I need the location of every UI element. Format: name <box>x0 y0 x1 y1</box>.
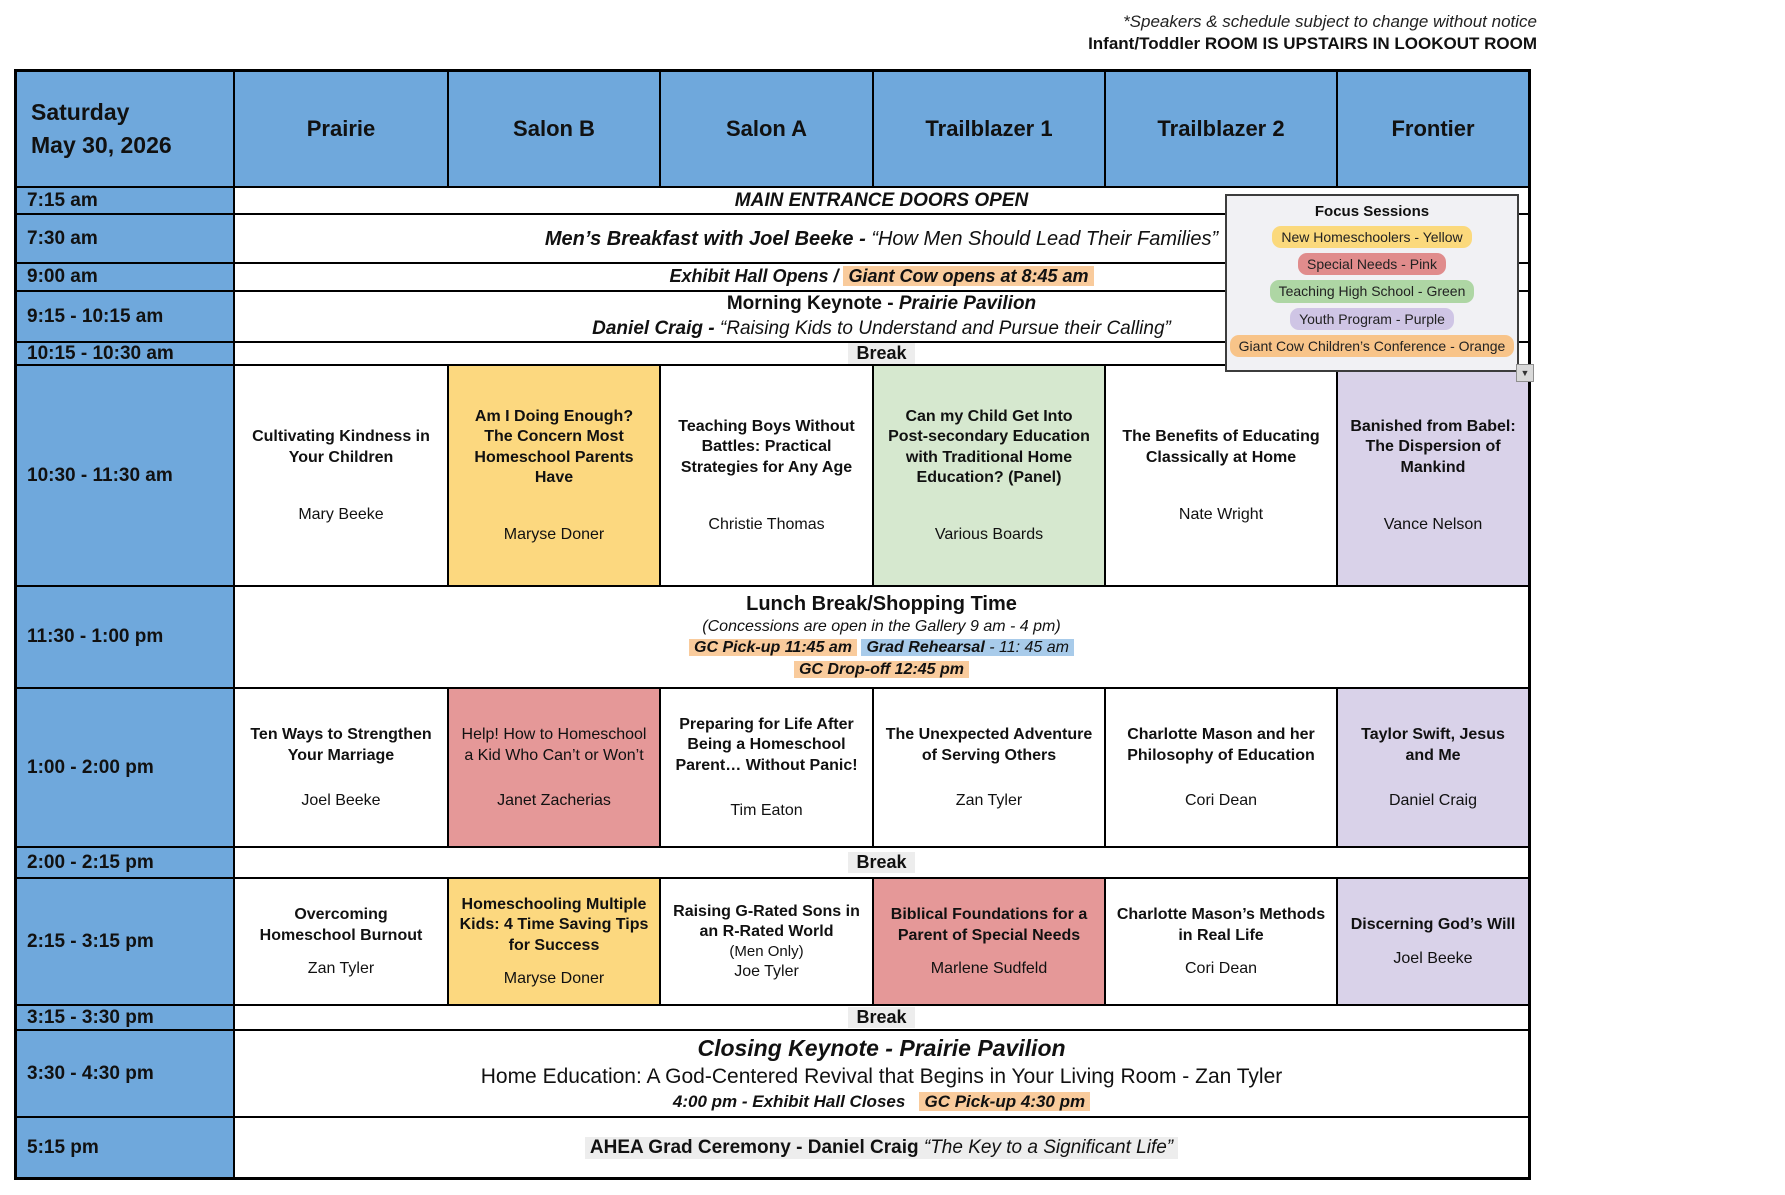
session-speaker: Joel Beeke <box>1393 949 1473 967</box>
closing-keynote-notes <box>673 1092 1090 1112</box>
break-label: Break <box>848 1007 914 1028</box>
chevron-down-icon: ▼ <box>1520 367 1530 378</box>
mens-breakfast-quote: “How Men Should Lead Their Families” <box>871 227 1219 250</box>
session-speaker: Mary Beeke <box>298 505 384 523</box>
legend-item-special-needs: Special Needs - Pink <box>1298 253 1446 275</box>
session-speaker: Christie Thomas <box>708 516 825 534</box>
row-sessions-215 <box>17 877 1528 1004</box>
row-sessions-100 <box>17 687 1528 846</box>
session-cell-trailblazer-1 <box>872 689 1104 846</box>
closing-keynote-title: Closing Keynote - Prairie Pavilion <box>697 1034 1066 1061</box>
session-cell-frontier <box>1336 366 1528 585</box>
lunch-concessions-note: (Concessions are open in the Gallery 9 am - 4 pm) <box>702 618 1061 636</box>
exhibit-hall-closes-text: 4:00 pm - Exhibit Hall Closes <box>672 1092 906 1112</box>
date-header-cell <box>17 72 233 186</box>
time-cell: 7:15 am <box>17 188 233 213</box>
row-lunch-break <box>17 585 1528 687</box>
lunch-break-cell <box>233 587 1528 687</box>
session-title: Overcoming Homeschool Burnout <box>259 906 423 944</box>
session-speaker: Zan Tyler <box>307 959 375 977</box>
session-cell-trailblazer-1 <box>872 366 1104 585</box>
break-cell <box>233 1006 1528 1029</box>
time-cell: 10:15 - 10:30 am <box>17 343 233 364</box>
morning-keynote-quote: “Raising Kids to Understand and Pursue their Calling” <box>719 317 1171 339</box>
session-title: Discerning God’s Will <box>1350 916 1516 934</box>
session-cell-salon-b <box>447 689 659 846</box>
session-title: Help! How to Homeschool a Kid Who Can’t or Won’t <box>461 726 647 764</box>
session-title: Taylor Swift, Jesus and Me <box>1361 726 1505 764</box>
time-cell: 3:30 - 4:30 pm <box>17 1031 233 1116</box>
session-title: Raising G-Rated Sons in an R-Rated World <box>673 902 860 941</box>
row-sessions-1030 <box>17 364 1528 585</box>
grad-ceremony-cell <box>233 1118 1528 1177</box>
session-title: Biblical Foundations for a Parent of Special Needs <box>890 906 1088 944</box>
morning-keynote-location: Prairie Pavilion <box>898 292 1037 314</box>
room-header-prairie: Prairie <box>233 72 447 186</box>
session-cell-salon-a <box>659 366 872 585</box>
session-speaker: Zan Tyler <box>955 791 1023 809</box>
session-speaker: Marlene Sudfeld <box>930 959 1048 977</box>
date-line-1: Saturday <box>31 98 130 125</box>
grad-ceremony-title: AHEA Grad Ceremony - Daniel Craig <box>589 1136 919 1158</box>
session-title: Homeschooling Multiple Kids: 4 Time Saving Tips for Success <box>459 895 649 954</box>
morning-keynote-label: Morning Keynote - <box>726 292 894 314</box>
session-title: Charlotte Mason and her Philosophy of Education <box>1127 726 1315 764</box>
session-title: Preparing for Life After Being a Homeschool Parent… Without Panic! <box>675 715 858 774</box>
session-title: Ten Ways to Strengthen Your Marriage <box>250 726 432 764</box>
session-cell-trailblazer-2 <box>1104 366 1336 585</box>
grad-rehearsal-highlight <box>861 639 1073 656</box>
session-cell-salon-b <box>447 879 659 1004</box>
lunch-title: Lunch Break/Shopping Time <box>746 593 1017 616</box>
session-cell-salon-b <box>447 366 659 585</box>
session-speaker: Cori Dean <box>1184 791 1258 809</box>
session-cell-prairie <box>233 879 447 1004</box>
time-cell: 10:30 - 11:30 am <box>17 366 233 585</box>
gc-pickup-highlight: GC Pick-up 11:45 am <box>689 639 857 656</box>
note-schedule-change: *Speakers & schedule subject to change without notice <box>1123 12 1537 31</box>
session-title: Charlotte Mason’s Methods in Real Life <box>1116 906 1326 944</box>
session-cell-trailblazer-2 <box>1104 879 1336 1004</box>
grad-ceremony-quote: “The Key to a Significant Life” <box>923 1136 1174 1158</box>
morning-keynote-line-2 <box>592 317 1171 342</box>
session-cell-salon-a <box>659 879 872 1004</box>
row-break-3 <box>17 1004 1528 1029</box>
time-cell: 9:15 - 10:15 am <box>17 292 233 341</box>
time-cell: 2:00 - 2:15 pm <box>17 848 233 877</box>
session-title: Am I Doing Enough? The Concern Most Homeschool Parents Have <box>474 407 634 486</box>
exhibit-hall-text: Exhibit Hall Opens / <box>669 266 839 287</box>
lunch-gc-dropoff-line <box>794 660 969 681</box>
legend-item-new-homeschoolers: New Homeschoolers - Yellow <box>1272 226 1471 248</box>
session-title: Cultivating Kindness in Your Children <box>252 428 430 466</box>
session-cell-trailblazer-1 <box>872 879 1104 1004</box>
note-infant-toddler-room: Infant/Toddler ROOM IS UPSTAIRS IN LOOKOUT ROOM <box>1088 34 1537 54</box>
session-speaker: Daniel Craig <box>1388 791 1478 809</box>
time-cell: 11:30 - 1:00 pm <box>17 587 233 687</box>
session-speaker: Cori Dean <box>1184 959 1258 977</box>
session-speaker: Maryse Doner <box>503 970 605 988</box>
legend-item-youth-program: Youth Program - Purple <box>1290 308 1454 330</box>
lunch-gc-grad-line <box>689 638 1074 659</box>
break-cell <box>233 848 1528 877</box>
room-header-trailblazer-2: Trailblazer 2 <box>1104 72 1336 186</box>
legend-item-giant-cow: Giant Cow Children’s Conference - Orange <box>1230 335 1515 357</box>
time-cell: 2:15 - 3:15 pm <box>17 879 233 1004</box>
legend-dropdown-button[interactable] <box>1516 364 1534 382</box>
focus-sessions-legend <box>1225 194 1519 372</box>
session-speaker: Janet Zacherias <box>497 791 611 809</box>
closing-keynote-description: Home Education: A God-Centered Revival that Begins in Your Living Room - Zan Tyler <box>480 1065 1283 1089</box>
table-header-row <box>17 72 1528 186</box>
closing-keynote-cell <box>233 1031 1528 1116</box>
row-break-2 <box>17 846 1528 877</box>
session-speaker: Maryse Doner <box>503 526 605 544</box>
gc-dropoff-highlight: GC Drop-off 12:45 pm <box>794 661 969 678</box>
time-cell: 3:15 - 3:30 pm <box>17 1006 233 1029</box>
mens-breakfast-line <box>545 226 1218 252</box>
time-cell: 7:30 am <box>17 215 233 262</box>
time-cell: 9:00 am <box>17 264 233 290</box>
session-cell-salon-a <box>659 689 872 846</box>
session-title: Banished from Babel: The Dispersion of Mankind <box>1350 417 1516 476</box>
gc-pickup-430-highlight: GC Pick-up 4:30 pm <box>919 1092 1090 1111</box>
session-cell-frontier <box>1336 689 1528 846</box>
time-cell: 5:15 pm <box>17 1118 233 1177</box>
break-label: Break <box>848 343 914 364</box>
session-speaker: Joel Beeke <box>301 791 381 809</box>
session-speaker: Vance Nelson <box>1383 516 1483 534</box>
session-speaker: Joe Tyler <box>734 963 799 981</box>
session-title: Teaching Boys Without Battles: Practical Strategies for Any Age <box>678 417 855 476</box>
legend-item-teaching-high-school: Teaching High School - Green <box>1270 280 1475 302</box>
room-header-trailblazer-1: Trailblazer 1 <box>872 72 1104 186</box>
exhibit-hall-line <box>669 265 1093 288</box>
session-cell-prairie <box>233 366 447 585</box>
session-title: The Benefits of Educating Classically at Home <box>1122 428 1320 466</box>
break-label: Break <box>848 852 914 873</box>
grad-ceremony-line <box>585 1137 1178 1159</box>
morning-keynote-speaker: Daniel Craig - <box>592 317 715 339</box>
session-speaker: Tim Eaton <box>730 802 803 820</box>
date-line-2: May 30, 2026 <box>31 132 172 158</box>
mens-breakfast-title: Men’s Breakfast with Joel Beeke - <box>544 227 866 250</box>
session-speaker: Various Boards <box>934 526 1044 544</box>
grad-rehearsal-time: - 11: 45 am <box>984 639 1069 657</box>
row-closing-keynote <box>17 1029 1528 1116</box>
session-cell-trailblazer-2 <box>1104 689 1336 846</box>
room-header-frontier: Frontier <box>1336 72 1528 186</box>
legend-title: Focus Sessions <box>1314 203 1430 220</box>
session-title: The Unexpected Adventure of Serving Others <box>885 726 1093 764</box>
giant-cow-opens-highlight: Giant Cow opens at 8:45 am <box>843 266 1093 286</box>
doors-open-text: MAIN ENTRANCE DOORS OPEN <box>734 189 1029 211</box>
time-cell: 1:00 - 2:00 pm <box>17 689 233 846</box>
morning-keynote-line-1 <box>727 292 1036 317</box>
session-title: Can my Child Get Into Post-secondary Education with Traditional Home Education? (Panel) <box>888 407 1090 486</box>
session-speaker: Nate Wright <box>1178 505 1264 523</box>
row-grad-ceremony <box>17 1116 1528 1177</box>
room-header-salon-b: Salon B <box>447 72 659 186</box>
room-header-salon-a: Salon A <box>659 72 872 186</box>
session-cell-frontier <box>1336 879 1528 1004</box>
grad-rehearsal-label: Grad Rehearsal <box>866 639 985 657</box>
session-subtitle: (Men Only) <box>729 942 804 960</box>
header-notes <box>1088 12 1537 55</box>
session-cell-prairie <box>233 689 447 846</box>
